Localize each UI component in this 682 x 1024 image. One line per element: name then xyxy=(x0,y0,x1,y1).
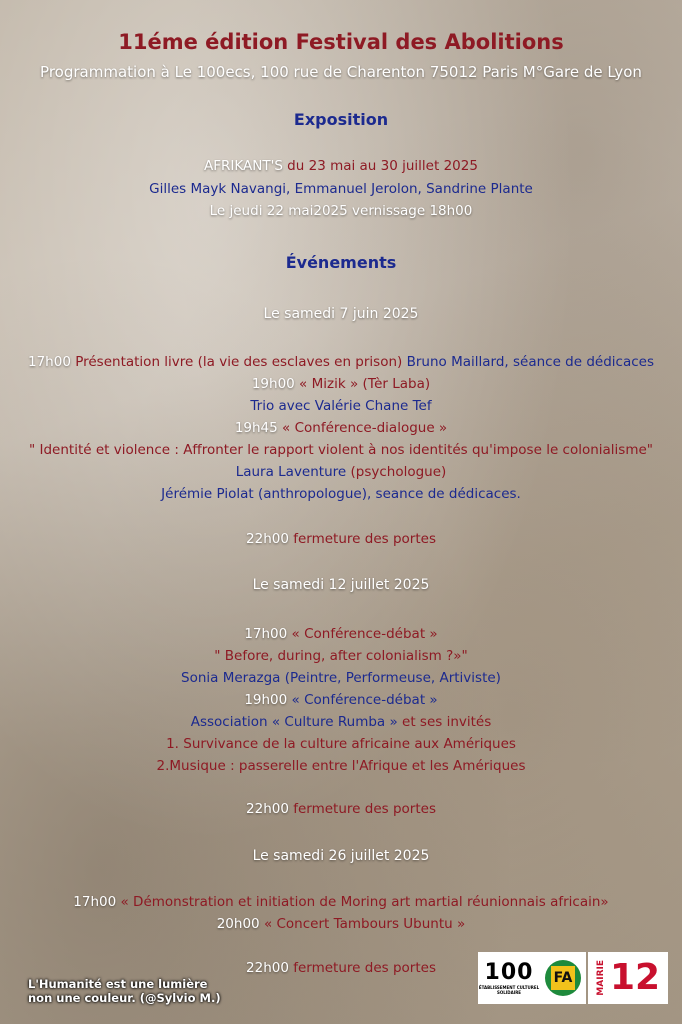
le-100ecs-logo xyxy=(478,952,540,1004)
day3-demonstration: « Démonstration et initiation de Moring art martial réunionnais africain» xyxy=(120,894,609,910)
exposition-heading: Exposition xyxy=(293,110,389,129)
day1-closing xyxy=(0,530,682,548)
day3-time2: 20h00 xyxy=(216,916,264,932)
day2-conference1-title: " Before, during, after colonialism ?»" xyxy=(214,648,468,664)
exposition-artists: Gilles Mayk Navangi, Emmanuel Jerolon, Sandrine Plante xyxy=(149,181,533,197)
day2-association-name: Association « Culture Rumba » xyxy=(190,714,398,730)
day1-speaker1-name: Laura Laventure xyxy=(235,464,351,480)
day2-date: Le samedi 12 juillet 2025 xyxy=(252,577,430,593)
day1-speaker2-role: (anthropologue), seance de dédicaces. xyxy=(257,486,521,502)
exposition-name: AFRIKANT'S xyxy=(204,158,283,174)
day1-line2 xyxy=(0,375,682,393)
quote-line2: non une couleur. (@Sylvio M.) xyxy=(28,991,221,1005)
venue-subtitle: Programmation à Le 100ecs, 100 rue de Charenton 75012 Paris M°Gare de Lyon xyxy=(40,63,642,81)
day2-line1 xyxy=(0,625,682,643)
day1-line4 xyxy=(0,419,682,437)
day1-close-time: 22h00 xyxy=(246,531,294,547)
day1-mizik: « Mizik » (Tèr Laba) xyxy=(299,376,431,392)
day2-line4 xyxy=(0,691,682,709)
day2-conference1: « Conférence-débat » xyxy=(291,626,438,642)
evenements-heading: Événements xyxy=(285,253,397,272)
footer-quote xyxy=(28,977,243,1005)
day2-conference2: « Conférence-débat » xyxy=(291,692,438,708)
day1-speaker2-name: Jérémie Piolat xyxy=(161,486,258,502)
day1-time3: 19h45 xyxy=(234,420,283,436)
day2-topic1: 1. Survivance de la culture africaine aux Amériques xyxy=(166,736,516,752)
logo-100-text: 100 xyxy=(484,960,534,985)
day1-time1: 17h00 xyxy=(28,354,76,370)
logo-100-caption: ÉTABLISSEMENT CULTUREL SOLIDAIRE xyxy=(478,985,540,995)
fa-logo-text: FA xyxy=(551,966,575,990)
day1-conference-title: " Identité et violence : Affronter le rapport violent à nos identités qu'impose le colonialisme" xyxy=(28,442,654,458)
day2-close-text: fermeture des portes xyxy=(293,801,436,817)
festival-title: 11éme édition Festival des Abolitions xyxy=(118,30,564,54)
day3-line2 xyxy=(0,915,682,933)
day2-time1: 17h00 xyxy=(244,626,292,642)
day1-speaker2 xyxy=(0,485,682,503)
day2-association-guests: et ses invités xyxy=(397,714,492,730)
mairie-12-logo xyxy=(588,952,668,1004)
day2-association xyxy=(0,713,682,731)
mairie-text: MAIRIE xyxy=(595,960,606,996)
day1-conference: « Conférence-dialogue » xyxy=(282,420,448,436)
day1-author: Bruno Maillard, séance de dédicaces xyxy=(406,354,654,370)
day1-trio: Trio avec Valérie Chane Tef xyxy=(250,398,432,414)
day2-close-time: 22h00 xyxy=(246,801,294,817)
fa-logo xyxy=(540,952,586,1004)
day2-topic2: 2.Musique : passerelle entre l'Afrique et les Amériques xyxy=(156,758,526,774)
day1-close-text: fermeture des portes xyxy=(293,531,436,547)
day1-date: Le samedi 7 juin 2025 xyxy=(263,306,419,322)
day3-close-text: fermeture des portes xyxy=(293,960,436,976)
exposition-title xyxy=(0,157,682,175)
day3-concert: « Concert Tambours Ubuntu » xyxy=(263,916,466,932)
day1-line1 xyxy=(0,353,682,371)
partner-logos xyxy=(478,952,668,1004)
exposition-vernissage: Le jeudi 22 mai2025 vernissage 18h00 xyxy=(209,203,473,219)
day3-time1: 17h00 xyxy=(73,894,121,910)
day3-line1 xyxy=(0,893,682,911)
day3-date: Le samedi 26 juillet 2025 xyxy=(252,848,430,864)
mairie-number: 12 xyxy=(609,957,661,998)
day3-close-time: 22h00 xyxy=(246,960,294,976)
fa-badge-icon xyxy=(545,960,581,996)
day2-closing xyxy=(0,800,682,818)
day2-speaker: Sonia Merazga (Peintre, Performeuse, Artiviste) xyxy=(181,670,501,686)
exposition-dates: du 23 mai au 30 juillet 2025 xyxy=(282,158,478,174)
day1-speaker1-role: (psychologue) xyxy=(350,464,447,480)
day1-speaker1 xyxy=(0,463,682,481)
day1-book-presentation: Présentation livre (la vie des esclaves en prison) xyxy=(75,354,407,370)
day2-time2: 19h00 xyxy=(244,692,292,708)
day1-time2: 19h00 xyxy=(251,376,300,392)
quote-line1: L'Humanité est une lumière xyxy=(28,977,208,991)
